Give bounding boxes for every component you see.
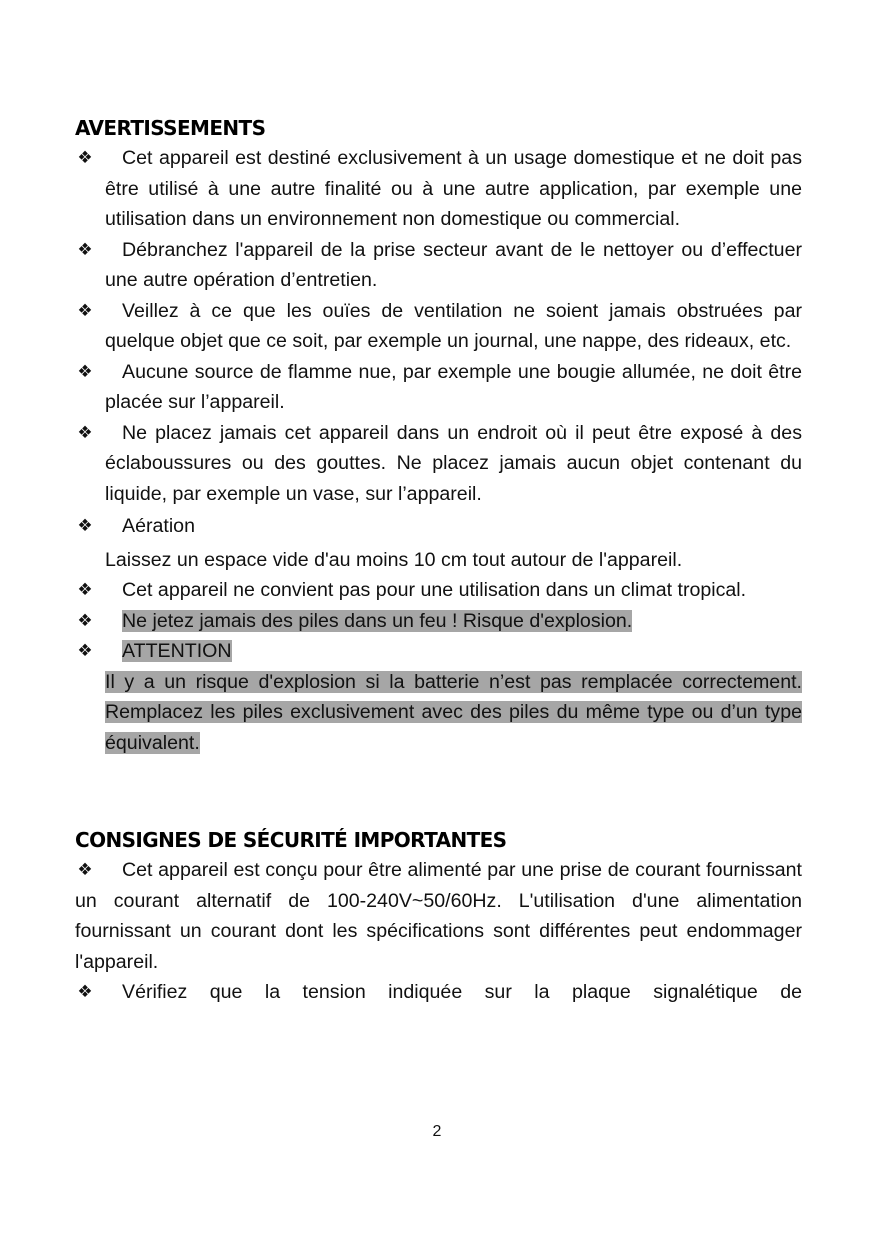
diamond-bullet-icon: ❖ — [77, 300, 93, 321]
batteries-fire-item — [75, 606, 802, 637]
safety-item — [75, 855, 802, 977]
warning-item — [75, 296, 802, 357]
diamond-bullet-icon: ❖ — [77, 641, 93, 661]
diamond-bullet-icon: ❖ — [77, 239, 93, 260]
attention-label-wrap — [105, 636, 802, 667]
warning-text: Ne placez jamais cet appareil dans un endroit où il peut être exposé à des éclaboussures ou des gouttes. Ne placez jamais aucun objet contenant du liquide, par exemple un vase, sur l’appareil. — [105, 421, 802, 505]
safety-text: Vérifiez que la tension indiquée sur la plaque signalétique de — [122, 981, 802, 1003]
manual-page — [75, 113, 802, 1008]
diamond-bullet-icon: ❖ — [77, 860, 93, 880]
diamond-bullet-icon: ❖ — [77, 148, 93, 168]
batteries-fire-text: Ne jetez jamais des piles dans un feu ! Risque d'explosion. — [122, 609, 633, 632]
aeration-label: Aération — [122, 515, 195, 537]
diamond-bullet-icon: ❖ — [77, 361, 93, 382]
diamond-bullet-icon: ❖ — [77, 422, 93, 443]
diamond-bullet-icon: ❖ — [77, 516, 93, 536]
attention-text-wrap — [105, 667, 802, 759]
page-number: 2 — [432, 1123, 442, 1140]
safety-text: Cet appareil est conçu pour être alimenté par une prise de courant fournissant un courant alternatif de 100-240V~50/60Hz. L'utilisation d'une alimentation fournissant un courant dont les spécifications sont différentes peut endommager l'appareil. — [75, 859, 802, 973]
warning-text: Débranchez l'appareil de la prise secteur avant de le nettoyer ou d’effectuer une autre opération d’entretien. — [105, 238, 802, 291]
warning-text: Veillez à ce que les ouïes de ventilation ne soient jamais obstruées par quelque objet que ce soit, par exemple un journal, une nappe, des rideaux, etc. — [105, 299, 802, 352]
warning-item — [75, 418, 802, 510]
diamond-bullet-icon: ❖ — [77, 580, 93, 600]
warnings-heading: AVERTISSEMENTS — [75, 116, 266, 140]
warning-text: Cet appareil est destiné exclusivement à un usage domestique et ne doit pas être utilisé à une autre finalité ou à une autre application, par exemple une utilisation dans un environnement non domestique ou commercial. — [105, 147, 802, 230]
aeration-item — [75, 511, 802, 575]
aeration-text: Laissez un espace vide d'au moins 10 cm tout autour de l'appareil. — [105, 548, 683, 571]
attention-label: ATTENTION — [122, 640, 232, 662]
attention-item — [75, 636, 802, 758]
warning-text: Aucune source de flamme nue, par exemple une bougie allumée, ne doit être placée sur l’appareil. — [105, 360, 802, 413]
diamond-bullet-icon: ❖ — [77, 982, 93, 1002]
warning-item — [75, 357, 802, 418]
safety-heading: CONSIGNES DE SÉCURITÉ IMPORTANTES — [75, 828, 507, 852]
safety-item — [75, 977, 802, 1008]
tropical-text: Cet appareil ne convient pas pour une utilisation dans un climat tropical. — [122, 579, 747, 601]
warning-item — [75, 143, 802, 235]
attention-text: Il y a un risque d'explosion si la batterie n’est pas remplacée correctement. Remplacez les piles exclusivement avec des piles du même type ou d’un type équivalent. — [105, 670, 802, 754]
diamond-bullet-icon: ❖ — [77, 610, 93, 631]
warning-item — [75, 235, 802, 296]
tropical-item — [75, 575, 802, 606]
batteries-fire-wrap — [105, 606, 802, 637]
